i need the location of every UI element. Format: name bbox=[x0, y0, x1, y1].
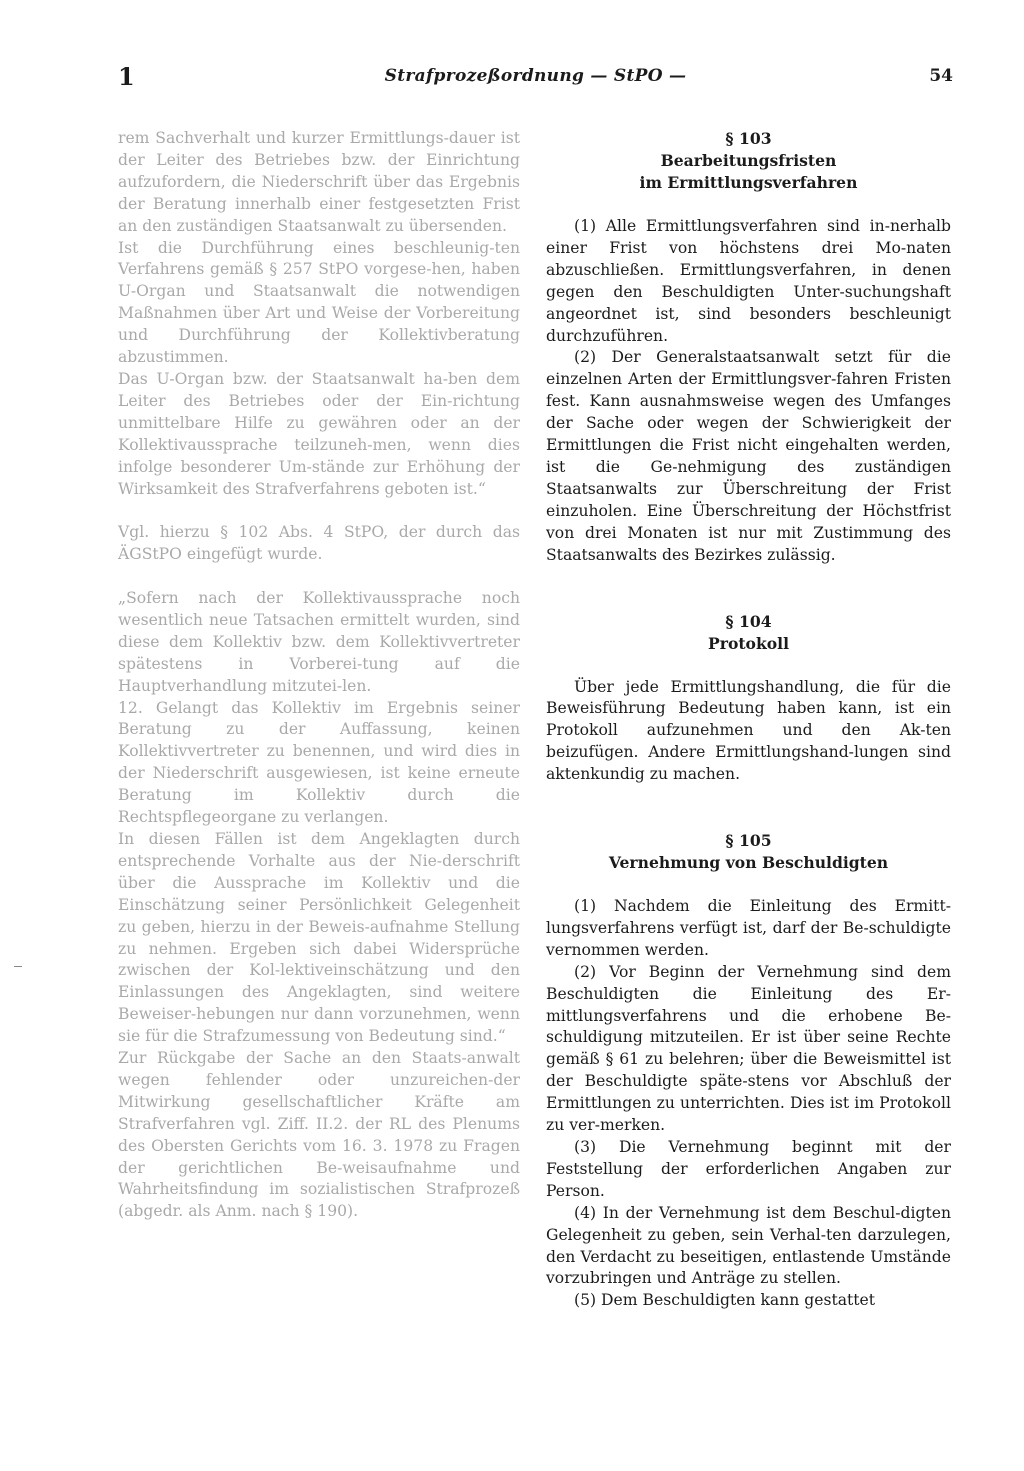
page-header bbox=[118, 62, 953, 92]
section-title: im Ermittlungsverfahren bbox=[639, 173, 858, 192]
section-number: § 105 bbox=[725, 831, 772, 851]
left-paragraph: 12. Gelangt das Kollektiv im Ergebnis seiner Beratung zu der Auffassung, keinen Kollektivvertreter zu benennen, und wird dies in der Niederschrift ausgewiesen, ist keine erneute Beratung im Kollektiv durch die Rechtspflegeorgane zu verlangen. bbox=[118, 698, 520, 827]
left-paragraph: In diesen Fällen ist dem Angeklagten durch entsprechende Vorhalte aus der Nie-derschrift über die Aussprache im Kollektiv und die Einschätzung seiner Persönlichkeit Gelegenheit zu geben, hierzu in der Beweis-aufnahme Stellung zu nehmen. Ergeben sich dabei Widersprüche zwischen der Kol-lektiveinschätzung und den Einlassungen des Angeklagten, sind weitere Beweiser-hebungen nur dann vorzunehmen, wenn sie für die Strafzumessung von Bedeutung sind.“ bbox=[118, 829, 520, 1046]
section-title: Protokoll bbox=[708, 633, 789, 653]
left-paragraph: Das U-Organ bzw. der Staatsanwalt ha-ben dem Leiter des Betriebes oder der Ein-richtung unmittelbare Hilfe zu gewähren oder an der Kollektivaussprache teilzuneh-men, wenn dies infolge besonderer Um-stände zur Erhöhung der Wirksamkeit des Strafverfahrens geboten ist.“ bbox=[118, 369, 520, 498]
section-heading-105 bbox=[546, 830, 951, 874]
section-paragraph: (1) Nachdem die Einleitung des Ermitt-lungsverfahrens verfügt ist, darf der Be-schuldigte vernommen werden. bbox=[546, 897, 951, 959]
section-title: Bearbeitungsfristen bbox=[660, 151, 837, 170]
left-paragraph: Zur Rückgabe der Sache an den Staats-anwalt wegen fehlender oder unzureichen-der Mitwirkung gesellschaftlicher Kräfte am Strafverfahren vgl. Ziff. II.2. der RL des Plenums des Obersten Gerichts vom 16. 3. 1978 zu Fragen der gerichtlichen Be-weisaufnahme und Wahrheitsfindung im sozialistischen Strafprozeß (abgedr. als Anm. nach § 190). bbox=[118, 1049, 520, 1221]
section-paragraph: (3) Die Vernehmung beginnt mit der Feststellung der erforderlichen Angaben zur Person. bbox=[546, 1138, 951, 1200]
page-number: 54 bbox=[929, 66, 953, 86]
left-column-bleedthrough bbox=[118, 128, 520, 1223]
section-number: § 104 bbox=[725, 611, 772, 631]
section-paragraph: (2) Der Generalstaatsanwalt setzt für die einzelnen Arten der Ermittlungsver-fahren Fristen fest. Kann ausnahmsweise wegen des Umfanges der Sache oder wegen der Schwierigkeit der Ermittlungen die Frist nicht eingehalten werden, ist die Ge-nehmigung des zuständigen Staatsanwalts zur Überschreitung der Frist einzuholen. Eine Überschreitung der Höchstfrist von drei Monaten ist nur mit Zustimmung des Staatsanwalts des Bezirkes zulässig. bbox=[546, 348, 951, 564]
section-paragraph: Über jede Ermittlungshandlung, die für die Beweisführung Bedeutung haben kann, ist ein Protokoll aufzunehmen und den Ak-ten beizufügen. Andere Ermittlungshand-lungen sind aktenkundig zu machen. bbox=[546, 677, 951, 784]
running-title: Strafprozeßordnung — StPO — bbox=[384, 66, 687, 86]
section-paragraph: (2) Vor Beginn der Vernehmung sind dem Beschuldigten die Einleitung des Er-mittlungsverfahrens und die erhobene Be-schuldigung mitzuteilen. Er ist über seine Rechte gemäß § 61 zu belehren; über die Beweismittel ist der Beschuldigte späte-stens vor Abschluß der Ermittlungen zu unterrichten. Dies ist im Protokoll zu ver-merken. bbox=[546, 962, 951, 1135]
section-paragraph: (4) In der Vernehmung ist dem Beschul-digten Gelegenheit zu geben, sein Verhal-ten darzulegen, den Verdacht zu beseitigen, entlastende Umstände vorzubringen und Anträge zu stellen. bbox=[546, 1203, 951, 1288]
left-paragraph: rem Sachverhalt und kurzer Ermittlungs-dauer ist der Leiter des Betriebes bzw. der Einrichtung aufzufordern, die Niederschrift über das Ergebnis der Beratung innerhalb einer festgesetzten Frist an den zuständigen Staatsanwalt zu übersenden. bbox=[118, 129, 520, 235]
section-heading-103 bbox=[546, 128, 951, 194]
chapter-number: 1 bbox=[118, 62, 135, 91]
right-column bbox=[546, 128, 951, 1312]
left-paragraph: „Sofern nach der Kollektivaussprache noch wesentlich neue Tatsachen ermittelt wurden, sind diese dem Kollektiv bzw. dem Kollektivvertreter spätestens in Vorberei-tung auf die Hauptverhandlung mitzutei-len. bbox=[118, 589, 520, 695]
section-number: § 103 bbox=[725, 129, 772, 148]
left-paragraph: Vgl. hierzu § 102 Abs. 4 StPO, der durch das ÄGStPO eingefügt wurde. bbox=[118, 523, 520, 564]
section-paragraph: (1) Alle Ermittlungsverfahren sind in-nerhalb einer Frist von höchstens drei Mo-naten abzuschließen. Ermittlungsverfahren, in denen gegen den Beschuldigten Unter-suchungshaft angeordnet ist, sind besonders beschleunigt durchzuführen. bbox=[546, 217, 951, 345]
section-heading-104 bbox=[546, 611, 951, 655]
left-paragraph: Ist die Durchführung eines beschleunig-ten Verfahrens gemäß § 257 StPO vorgese-hen, haben U-Organ und Staatsanwalt die notwendigen Maßnahmen über Art und Weise der Vorbereitung und Durchführung der Kollektivberatung abzustimmen. bbox=[118, 238, 520, 367]
section-title: Vernehmung von Beschuldigten bbox=[608, 853, 889, 873]
margin-mark bbox=[14, 966, 22, 967]
section-paragraph: (5) Dem Beschuldigten kann gestattet bbox=[574, 1291, 876, 1310]
